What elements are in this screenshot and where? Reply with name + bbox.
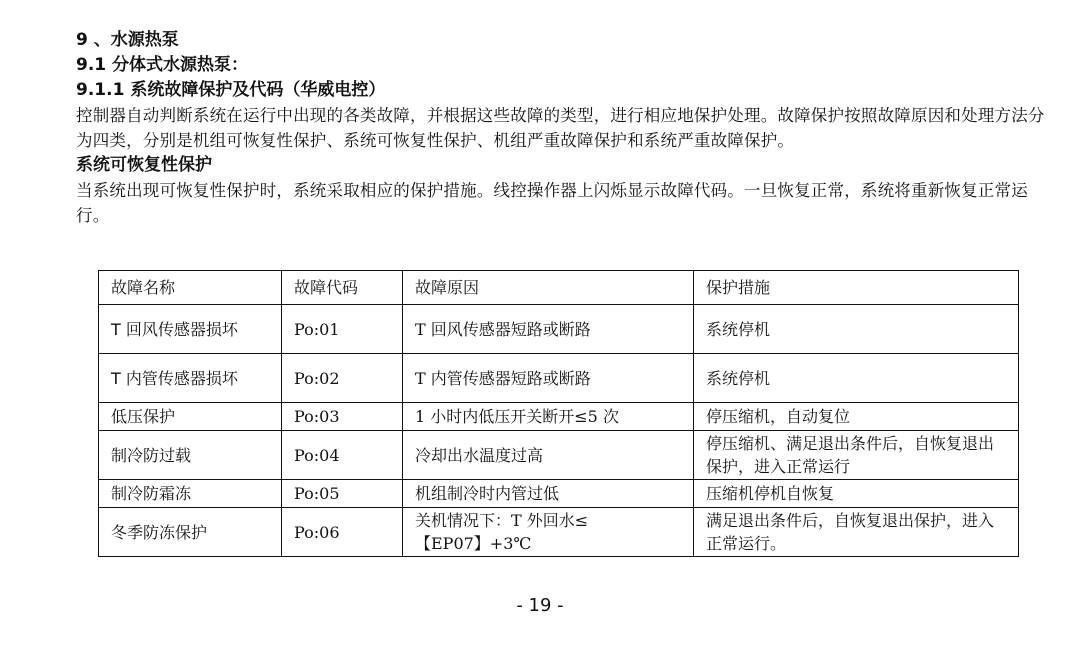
heading-section: 9.1 分体式水源热泵： <box>76 55 249 75</box>
page-number: - 19 - <box>516 595 564 616</box>
table-row <box>99 431 1019 480</box>
cell-fault-name: 制冷防过载 <box>99 431 282 480</box>
cell-fault-cause: 1 小时内低压开关断开≤5 次 <box>403 403 694 431</box>
cell-fault-code: Po:02 <box>282 354 403 403</box>
cell-protection: 满足退出条件后，自恢复退出保护，进入正常运行。 <box>694 508 1019 557</box>
cell-fault-code: Po:03 <box>282 403 403 431</box>
document-page <box>76 28 1046 228</box>
cell-fault-name: 低压保护 <box>99 403 282 431</box>
intro-paragraph: 控制器自动判断系统在运行中出现的各类故障，并根据这些故障的类型，进行相应地保护处理。故障保护按照故障原因和处理方法分为四类，分别是机组可恢复性保护、系统可恢复性保护、机组严重故障保护和系统严重故障保护。 <box>76 106 1045 150</box>
cell-fault-code: Po:06 <box>282 508 403 557</box>
table-row <box>99 354 1019 403</box>
cell-fault-cause: T 回风传感器短路或断路 <box>403 305 694 354</box>
cell-protection: 压缩机停机自恢复 <box>694 480 1019 508</box>
cell-protection: 系统停机 <box>694 354 1019 403</box>
cell-protection: 停压缩机，自动复位 <box>694 403 1019 431</box>
cell-fault-cause: 冷却出水温度过高 <box>403 431 694 480</box>
cell-fault-cause: 机组制冷时内管过低 <box>403 480 694 508</box>
cell-protection: 系统停机 <box>694 305 1019 354</box>
cell-fault-name: 制冷防霜冻 <box>99 480 282 508</box>
fault-code-table <box>98 270 1019 557</box>
table-row <box>99 403 1019 431</box>
cell-fault-cause: T 内管传感器短路或断路 <box>403 354 694 403</box>
header-fault-code: 故障代码 <box>282 271 403 305</box>
cell-fault-code: Po:05 <box>282 480 403 508</box>
header-fault-cause: 故障原因 <box>403 271 694 305</box>
header-fault-name: 故障名称 <box>99 271 282 305</box>
cell-fault-code: Po:01 <box>282 305 403 354</box>
header-protection: 保护措施 <box>694 271 1019 305</box>
cell-fault-code: Po:04 <box>282 431 403 480</box>
cell-fault-cause: 关机情况下：T 外回水≤【EP07】+3℃ <box>403 508 694 557</box>
table-row <box>99 508 1019 557</box>
table-row <box>99 480 1019 508</box>
heading-chapter: 9 、水源热泵 <box>76 30 179 50</box>
table-header-row <box>99 271 1019 305</box>
table-row <box>99 305 1019 354</box>
section-title: 系统可恢复性保护 <box>76 155 212 175</box>
cell-fault-name: 冬季防冻保护 <box>99 508 282 557</box>
section-paragraph: 当系统出现可恢复性保护时，系统采取相应的保护措施。线控操作器上闪烁显示故障代码。一旦恢复正常，系统将重新恢复正常运行。 <box>76 181 1028 225</box>
cell-fault-name: T 回风传感器损坏 <box>99 305 282 354</box>
cell-fault-name: T 内管传感器损坏 <box>99 354 282 403</box>
cell-protection: 停压缩机、满足退出条件后，自恢复退出保护，进入正常运行 <box>694 431 1019 480</box>
heading-subsection: 9.1.1 系统故障保护及代码（华威电控） <box>76 80 386 100</box>
